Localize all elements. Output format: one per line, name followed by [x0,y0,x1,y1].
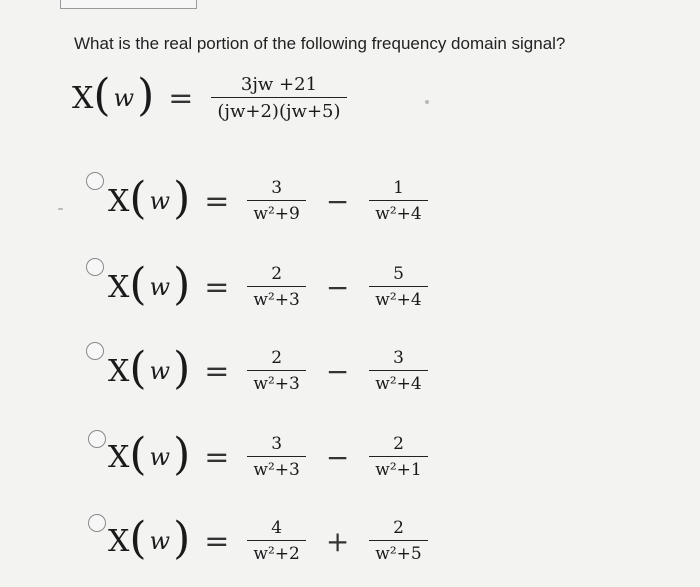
option-var: w [149,443,171,471]
signal-func: X [72,80,94,116]
option-fraction-1 [247,434,305,480]
fraction-denominator: w²+1 [369,456,427,480]
signal-equation [72,70,347,122]
paren-open: ( [129,343,147,394]
option-fraction-2 [369,264,427,310]
operator: − [325,184,350,218]
fraction-numerator: 4 [271,518,283,538]
option-fraction-2 [369,518,427,564]
signal-denominator: (jw+2)(jw+5) [211,97,346,122]
fraction-numerator: 2 [393,518,404,538]
option-radio-3[interactable] [86,342,104,360]
option-5[interactable] [108,513,428,564]
option-func: X [108,269,130,305]
option-fraction-2 [369,348,427,394]
option-fraction-1 [247,348,305,394]
option-radio-2[interactable] [86,258,104,276]
paren-close: ) [173,259,191,310]
paren-close: ) [173,343,191,394]
fraction-denominator: w²+3 [247,456,305,480]
fraction-denominator: w²+4 [369,370,427,394]
option-lhs [108,259,191,310]
fraction-denominator: w²+3 [247,370,305,394]
option-func: X [108,439,130,475]
fraction-numerator: 2 [271,348,283,368]
signal-fraction [211,74,346,122]
fraction-numerator: 3 [393,348,404,368]
option-fraction-1 [247,264,305,310]
option-1[interactable] [108,173,428,224]
fraction-numerator: 2 [393,434,404,454]
paren-open: ( [129,173,147,224]
option-4[interactable] [108,429,428,480]
fraction-denominator: w²+4 [369,286,427,310]
option-lhs [108,343,191,394]
paren-open: ( [129,513,147,564]
signal-numerator: 3jw +21 [240,74,318,95]
stray-dot [425,100,429,104]
fraction-numerator: 3 [271,434,283,454]
option-lhs [108,429,191,480]
equals-sign: = [204,183,230,219]
option-2[interactable] [108,259,428,310]
equals-sign: = [204,439,230,475]
paren-open: ( [129,259,147,310]
option-fraction-2 [369,434,427,480]
option-var: w [149,187,171,215]
signal-var: w [113,84,135,112]
option-var: w [149,527,171,555]
operator: + [325,524,350,558]
option-radio-1[interactable] [86,172,104,190]
option-func: X [108,353,130,389]
fraction-numerator: 3 [271,178,283,198]
fraction-numerator: 5 [393,264,404,284]
operator: − [325,354,350,388]
operator: − [325,440,350,474]
option-fraction-2 [369,178,427,224]
equals-sign: = [168,80,194,116]
paren-close: ) [173,173,191,224]
stray-mark [58,208,63,210]
option-lhs [108,513,191,564]
equals-sign: = [204,269,230,305]
option-var: w [149,273,171,301]
paren-close: ) [137,70,155,121]
option-fraction-1 [247,518,305,564]
option-radio-5[interactable] [88,514,106,532]
top-tab [60,0,197,9]
paren-close: ) [173,429,191,480]
paren-close: ) [173,513,191,564]
option-var: w [149,357,171,385]
question-text: What is the real portion of the following frequency domain signal? [74,34,566,53]
option-radio-4[interactable] [88,430,106,448]
equals-sign: = [204,353,230,389]
option-func: X [108,523,130,559]
fraction-denominator: w²+4 [369,200,427,224]
paren-open: ( [129,429,147,480]
option-func: X [108,183,130,219]
fraction-denominator: w²+3 [247,286,305,310]
signal-lhs [72,70,155,121]
equals-sign: = [204,523,230,559]
fraction-denominator: w²+2 [247,540,305,564]
option-3[interactable] [108,343,428,394]
paren-open: ( [93,70,111,121]
fraction-denominator: w²+9 [247,200,305,224]
option-fraction-1 [247,178,305,224]
option-lhs [108,173,191,224]
fraction-numerator: 1 [393,178,404,198]
fraction-denominator: w²+5 [369,540,427,564]
fraction-numerator: 2 [271,264,283,284]
operator: − [325,270,350,304]
